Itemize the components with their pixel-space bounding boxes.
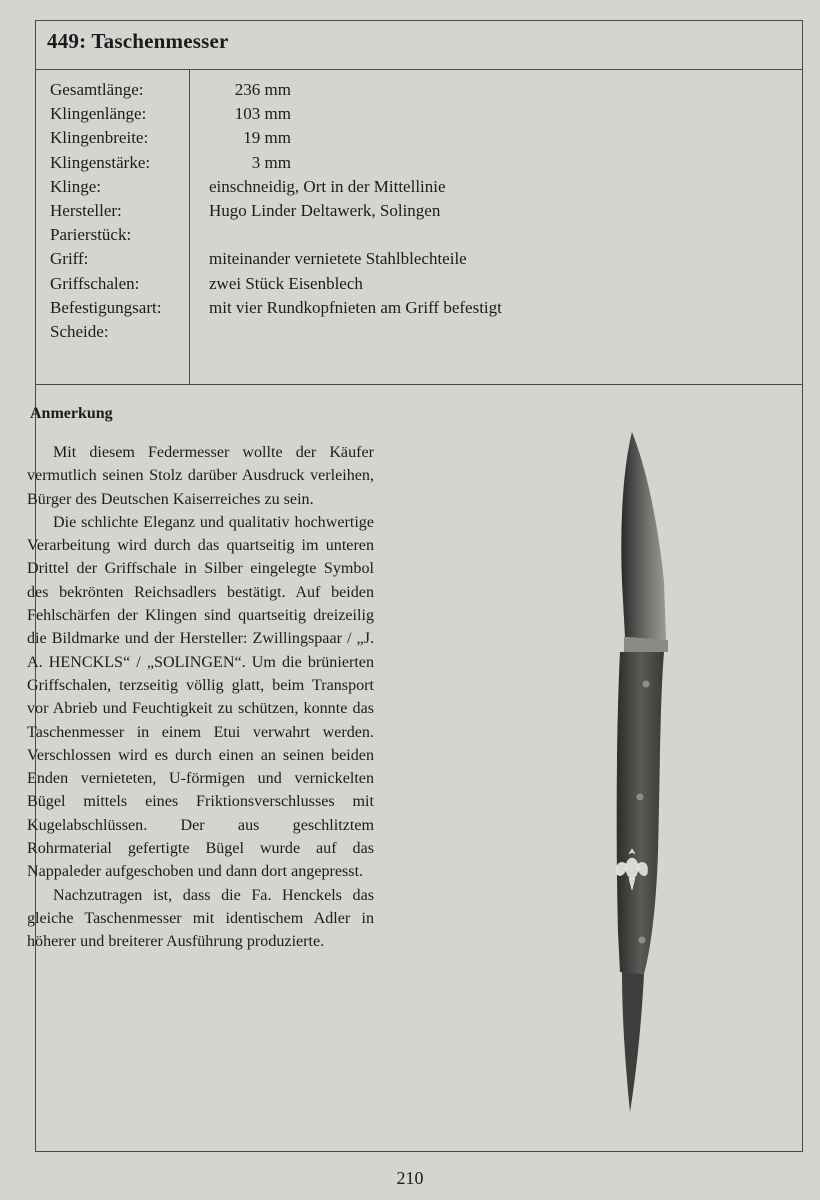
spec-value-number: 19 mm (243, 128, 291, 148)
page-number: 210 (396, 1168, 424, 1188)
spec-label: Hersteller: (50, 200, 122, 220)
spec-value: einschneidig, Ort in der Mittellinie (209, 176, 446, 196)
note-paragraph: Die schlichte Eleganz und qualitativ hochwertige Verarbeitung wird durch das quartseitig im unteren Drittel der Griffschale in Silber eingelegte Symbol des bekrönten Reichsadlers bestätigt. Auf beiden Fehlschärfen der Klingen sind quartseitig dreizeilig die Bildmarke und der Hersteller: Zwillingspaar / „J. A. HENCKLS“ / „SOLINGEN“. Um die brünierten Griffschalen, terzseitig völlig glatt, beim Transport vor Abrieb und Feuchtigkeit zu schützen, konnte das Taschenmesser in einem Etui verwahrt werden. Verschlossen wird es durch einen an seinen beiden Enden vernieteten, U-förmigen und vernickelten Bügel mittels eines Friktionsverschlusses mit Kugelabschlüssen. Der aus geschlitztem Rohrmaterial gefertigte Bügel wurde auf das Nappaleder aufgeschoben und dann dort angepresst. (27, 513, 374, 881)
rivet (637, 794, 644, 801)
spec-label: Gesamtlänge: (50, 80, 144, 99)
spec-label: Griff: (50, 249, 89, 269)
main-blade (621, 432, 666, 640)
spec-value: Hugo Linder Deltawerk, Solingen (209, 200, 441, 220)
spec-value (209, 223, 502, 247)
note-paragraph: Nachzutragen ist, dass die Fa. Henckels das gleiche Taschenmesser mit identischem Adler in höherer und breiterer Ausführung produzierte. (27, 886, 374, 951)
title-row (36, 21, 802, 70)
spec-labels-column (50, 78, 161, 344)
spec-value: zwei Stück Eisenblech (209, 273, 363, 293)
spec-value-number: 236 mm (234, 80, 291, 99)
spec-values-column (209, 78, 502, 344)
spec-label: Klingenstärke: (50, 152, 151, 172)
spec-value (209, 126, 502, 150)
spec-value (209, 102, 502, 126)
pocket-knife-photo (560, 412, 670, 1117)
rivet (639, 937, 646, 944)
spec-label: Befestigungsart: (50, 297, 162, 317)
spec-value (209, 320, 502, 344)
rivet (643, 681, 650, 688)
spec-table (36, 69, 802, 385)
spec-label: Klingenlänge: (50, 104, 147, 124)
spec-table-divider (189, 69, 190, 384)
entry-title: 449: Taschenmesser (47, 29, 229, 53)
knife-handle (617, 652, 664, 974)
spec-value: miteinander vernietete Stahlblechteile (209, 249, 467, 269)
note-heading: Anmerkung (30, 405, 113, 422)
spec-value (209, 151, 502, 175)
note-paragraph: Mit diesem Federmesser wollte der Käufer vermutlich seinen Stolz darüber Ausdruck verleihen, Bürger des Deutschen Kaiserreiches zu sein. (27, 444, 374, 508)
spec-value: mit vier Rundkopfnieten am Griff befestigt (209, 297, 502, 317)
spec-value-number: 3 mm (251, 152, 291, 172)
spec-label: Parierstück: (50, 225, 132, 245)
spec-label: Klingenbreite: (50, 128, 149, 148)
second-blade (622, 972, 644, 1112)
spec-label: Griffschalen: (50, 273, 140, 293)
spec-value-number: 103 mm (234, 104, 291, 124)
note-body (27, 441, 374, 954)
spec-value (209, 78, 502, 102)
spec-label: Scheide: (50, 321, 109, 341)
spec-label: Klinge: (50, 176, 101, 196)
